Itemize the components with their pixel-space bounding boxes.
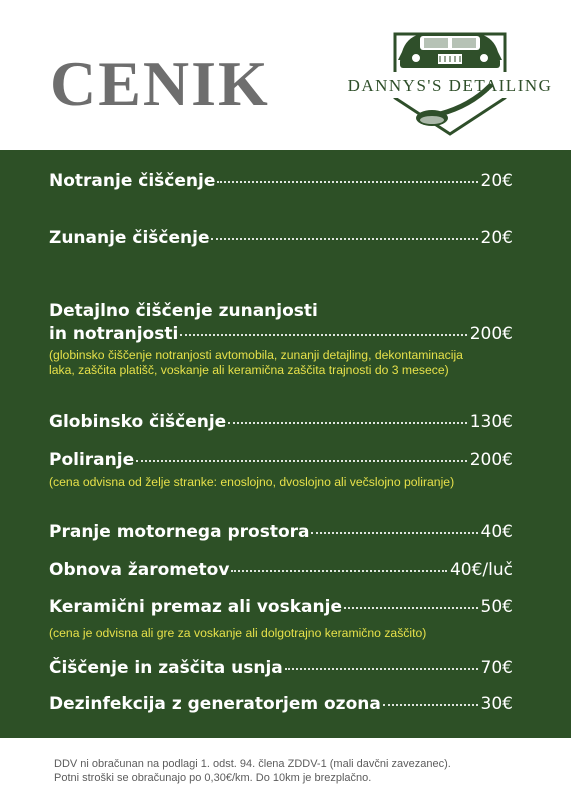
service-price: 20€ — [480, 171, 513, 191]
dot-leader — [285, 668, 478, 670]
dot-leader — [383, 704, 478, 706]
dot-leader — [344, 607, 478, 609]
dot-leader — [231, 570, 447, 572]
service-price: 30€ — [480, 694, 513, 714]
header — [0, 0, 571, 150]
service-note: (cena je odvisna ali gre za voskanje ali dolgotrajno keramično zaščito) — [49, 626, 427, 640]
service-name: Pranje motornega prostora — [49, 522, 310, 542]
footer-note — [54, 757, 524, 785]
footer-line-travel: Potni stroški se obračunajo po 0,30€/km. Do 10km je brezplačno. — [54, 772, 372, 784]
service-row-globinsko — [49, 412, 513, 432]
service-row-ozon — [49, 694, 513, 714]
service-price: 70€ — [480, 658, 513, 678]
service-name: Dezinfekcija z generatorjem ozona — [49, 694, 381, 714]
service-name: Globinsko čiščenje — [49, 412, 227, 432]
service-row-detajlno — [49, 324, 513, 344]
service-name: Notranje čiščenje — [49, 171, 216, 191]
dot-leader — [311, 532, 477, 534]
service-price: 50€ — [480, 597, 513, 617]
service-price: 130€ — [469, 412, 513, 432]
logo-text: DANNYS'S DETAILING — [347, 76, 553, 95]
service-name: Poliranje — [49, 450, 135, 470]
service-price: 200€ — [469, 450, 513, 470]
page-title: CENIK — [50, 48, 270, 119]
dot-leader — [217, 181, 477, 183]
dot-leader — [228, 422, 467, 424]
service-row-usnje — [49, 658, 513, 678]
logo — [340, 14, 560, 146]
service-note: (cena odvisna od želje stranke: enoslojno, dvoslojno ali večslojno poliranje) — [49, 475, 455, 489]
service-row-keramika — [49, 597, 513, 617]
footer-line-vat: DDV ni obračunan na podlagi 1. odst. 94. člena ZDDV-1 (mali davčni zavezanec). — [54, 758, 451, 770]
service-row-motor — [49, 522, 513, 542]
dot-leader — [180, 334, 466, 336]
service-name: Obnova žarometov — [49, 560, 230, 580]
service-price: 20€ — [480, 228, 513, 248]
service-row-zarometi — [49, 560, 513, 580]
dot-leader — [136, 460, 467, 462]
service-price: 40€ — [480, 522, 513, 542]
service-name: Keramični premaz ali voskanje — [49, 597, 342, 617]
service-name: Zunanje čiščenje — [49, 228, 210, 248]
service-row-notranje — [49, 171, 513, 191]
service-note: (globinsko čiščenje notranjosti avtomobila, zunanji detajling, dekontaminacija laka, zaščita platišč, voskanje ali keramična zaščita trajnosti do 3 mesece) — [49, 348, 463, 377]
service-row-zunanje — [49, 228, 513, 248]
service-name: in notranjosti — [49, 324, 179, 344]
service-price: 40€/luč — [449, 560, 513, 580]
service-name: Čiščenje in zaščita usnja — [49, 658, 283, 678]
service-row-poliranje — [49, 450, 513, 470]
service-price: 200€ — [469, 324, 513, 344]
dot-leader — [211, 238, 477, 240]
service-name-line1: Detajlno čiščenje zunanjosti — [49, 301, 318, 321]
